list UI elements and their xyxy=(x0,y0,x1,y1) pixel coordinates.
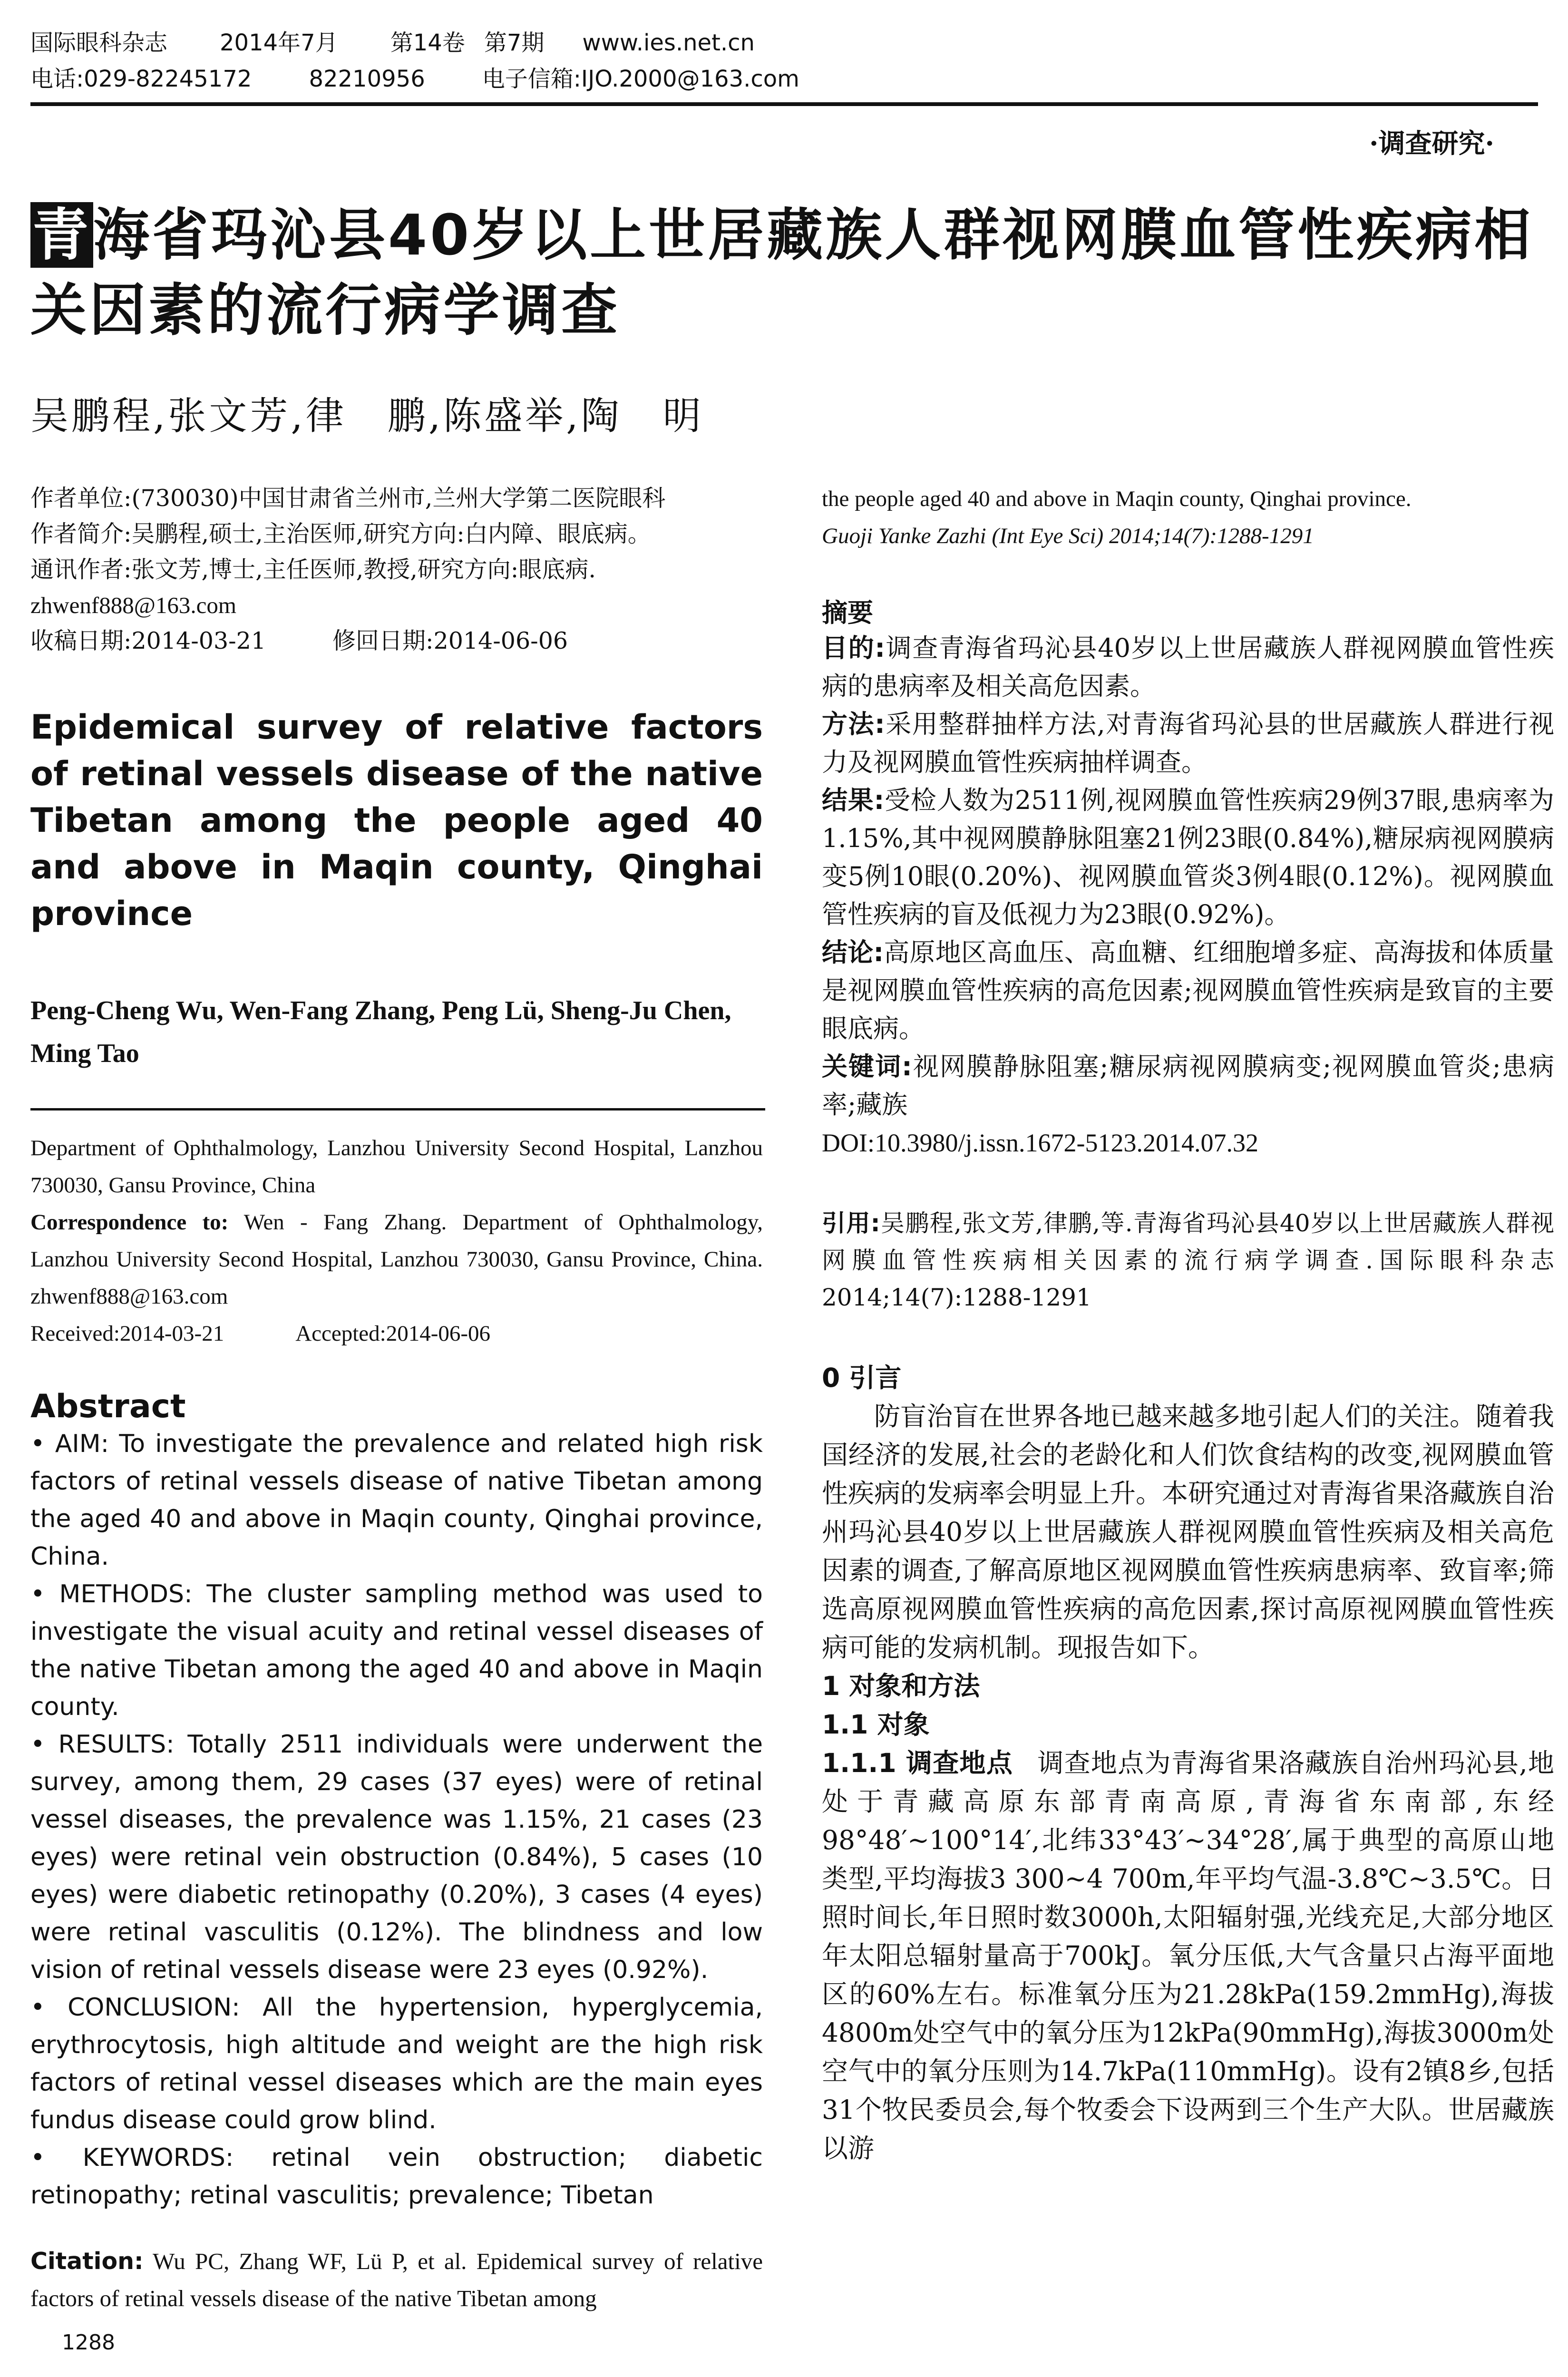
citation-cn-text: 吴鹏程,张文芳,律鹏,等.青海省玛沁县40岁以上世居藏族人群视网膜血管性疾病相关因素的流行病学调查.国际眼科杂志2014;14(7):1288-1291 xyxy=(822,1209,1554,1311)
abstract-cn-results xyxy=(822,781,1554,934)
received-en: Received:2014-03-21 xyxy=(30,1321,224,1346)
correspondence-text: Wen - Fang Zhang. Department of Ophthalmology, Lanzhou University Second Hospital, Lanzhou 730030, Gansu Province, China. zhwenf888@163.com xyxy=(30,1210,763,1309)
citation-cn xyxy=(822,1205,1554,1316)
affiliation-rule xyxy=(30,1108,765,1111)
journal-website[interactable]: www.ies.net.cn xyxy=(582,29,755,56)
citation-label: Citation: xyxy=(30,2248,144,2275)
abstract-cn-keywords xyxy=(822,1048,1554,1124)
english-authors: Peng-Cheng Wu, Wen-Fang Zhang, Peng Lü, Sheng-Ju Chen, Ming Tao xyxy=(30,996,731,1068)
left-column xyxy=(30,480,763,2317)
bio-cn: 作者简介:吴鹏程,硕士,主治医师,研究方向:白内障、眼底病。 xyxy=(30,520,651,547)
article-title xyxy=(30,197,1543,348)
intro-text: 防盲治盲在世界各地已越来越多地引起人们的关注。随着我国经济的发展,社会的老龄化和人们饮食结构的改变,视网膜血管性疾病的发病率会明显上升。本研究通过对青海省果洛藏族自治州玛沁县40岁以上世居藏族人群视网膜血管性疾病及相关高危因素的调查,了解高原地区视网膜血管性疾病患病率、致盲率;筛选高原视网膜血管性疾病的高危因素,探讨高原视网膜血管性疾病可能的发病机制。现报告如下。 xyxy=(822,1401,1555,1663)
results-text: 受检人数为2511例,视网膜血管性疾病29例37眼,患病率为1.15%,其中视网膜静脉阻塞21例23眼(0.84%),糖尿病视网膜病变5例10眼(0.20%)、视网膜血管炎3例4眼(0.12%)。视网膜血管性疾病的盲及低视力为23眼(0.92%)。 xyxy=(822,785,1554,929)
right-column xyxy=(822,480,1554,2168)
masthead xyxy=(30,25,852,97)
abstract-cn-heading: 摘要 xyxy=(822,598,873,628)
citation-en-continued xyxy=(822,480,1554,555)
affiliation-cn: 作者单位:(730030)中国甘肃省兰州市,兰州大学第二医院眼科 xyxy=(30,485,666,512)
citation-continuation: the people aged 40 and above in Maqin county, Qinghai province. xyxy=(822,487,1412,511)
volume: 第14卷 xyxy=(390,29,465,56)
meta-cn xyxy=(30,480,763,659)
conclusion-text: 高原地区高血压、高血糖、红细胞增多症、高海拔和体质量是视网膜血管性疾病的高危因素;视网膜血管性疾病是致盲的主要眼底病。 xyxy=(822,937,1554,1043)
citation-journal: Guoji Yanke Zazhi (Int Eye Sci) 2014;14(7):1288-1291 xyxy=(822,524,1314,548)
english-title: Epidemical survey of relative factors of retinal vessels disease of the native Tibetan among the people aged 40 and above in Maqin county, Qinghai province xyxy=(30,708,763,933)
aim-text: 调查青海省玛沁县40岁以上世居藏族人群视网膜血管性疾病的患病率及相关高危因素。 xyxy=(822,633,1554,701)
keywords-text: 视网膜静脉阻塞;糖尿病视网膜病变;视网膜血管炎;患病率;藏族 xyxy=(822,1052,1554,1120)
citation-cn-label: 引用: xyxy=(822,1209,880,1237)
intro-heading: 0 引言 xyxy=(822,1363,902,1393)
revised-cn: 修回日期:2014-06-06 xyxy=(332,627,568,654)
english-affiliation: Department of Ophthalmology, Lanzhou University Second Hospital, Lanzhou 730030, Gansu Province, China xyxy=(30,1136,763,1198)
header-rule xyxy=(30,102,1538,106)
accepted-en: Accepted:2014-06-06 xyxy=(295,1321,491,1346)
section-1-1-1-text: 调查地点为青海省果洛藏族自治州玛沁县,地处于青藏高原东部青南高原,青海省东南部,东经98°48′~100°14′,北纬33°43′~34°28′,属于典型的高原山地类型,平均海拔3 300~4 700m,年平均气温-3.8℃~3.5℃。日照时间长,年日照时数3000h,太阳辐射强,光线充足,大部分地区年太阳总辐射量高于700kJ。氧分压低,大气含量只占海平面地区的60%左右。标准氧分压为21.28kPa(159.2mmHg),海拔4800m处空气中的氧分压为12kPa(90mmHg),海拔3000m处空气中的氧分压则为14.7kPa(110mmHg)。设有2镇8乡,包括31个牧民委员会,每个牧委会下设两到三个生产大队。世居藏族以游 xyxy=(822,1748,1555,2163)
methods-label: 方法: xyxy=(822,709,885,739)
correspondence-label: Correspondence to: xyxy=(30,1210,229,1235)
section-1-1-heading: 1.1 对象 xyxy=(822,1709,930,1740)
page-number: 1288 xyxy=(62,2330,115,2355)
methods-text: 采用整群抽样方法,对青海省玛沁县的世居藏族人群进行视力及视网膜血管性疾病抽样调查。 xyxy=(822,709,1554,777)
abstract-cn-methods xyxy=(822,705,1554,781)
title-text: 海省玛沁县40岁以上世居藏族人群视网膜血管性疾病相关因素的流行病学调查 xyxy=(30,202,1534,343)
citation-en xyxy=(30,2243,763,2317)
abstract-keywords: • KEYWORDS: retinal vein obstruction; diabetic retinopathy; retinal vasculitis; prevalence; Tibetan xyxy=(30,2143,763,2210)
doi[interactable]: DOI:10.3980/j.issn.1672-5123.2014.07.32 xyxy=(822,1129,1258,1157)
telephone-2: 82210956 xyxy=(309,66,425,92)
english-meta xyxy=(30,1130,763,1352)
abstract-aim: • AIM: To investigate the prevalence and related high risk factors of retinal vessels disease of native Tibetan among the aged 40 and above in Maqin county, Qinghai province, China. xyxy=(30,1430,763,1571)
conclusion-label: 结论: xyxy=(822,937,884,967)
corr-email[interactable]: zhwenf888@163.com xyxy=(30,592,236,618)
corr-cn: 通讯作者:张文芳,博士,主任医师,教授,研究方向:眼底病. xyxy=(30,556,596,583)
abstract-heading: Abstract xyxy=(30,1388,186,1425)
section-label: ·调查研究· xyxy=(1369,128,1494,159)
journal-name: 国际眼科杂志 xyxy=(30,29,168,56)
section-1-1-1-label: 1.1.1 调查地点 xyxy=(822,1748,1013,1778)
authors-cn: 吴鹏程,张文芳,律 鹏,陈盛举,陶 明 xyxy=(30,394,704,438)
section-1-heading: 1 对象和方法 xyxy=(822,1671,980,1701)
citation-text: Wu PC, Zhang WF, Lü P, et al. Epidemical survey of relative factors of retinal vessels disease of the native Tibetan among xyxy=(30,2248,763,2311)
received-cn: 收稿日期:2014-03-21 xyxy=(30,627,266,654)
section-1-1-1 xyxy=(822,1744,1554,2168)
abstract-results: • RESULTS: Totally 2511 individuals were underwent the survey, among them, 29 cases (37 eyes) were of retinal vessel diseases, the prevalence was 1.15%, 21 cases (23 eyes) were retinal vein obstruction (0.84%), 5 cases (10 eyes) were diabetic retinopathy (0.20%), 3 cases (4 eyes) were retinal vasculitis (0.12%). The blindness and low vision of retinal vessels disease were 23 eyes (0.92%). xyxy=(30,1730,763,1984)
abstract-methods: • METHODS: The cluster sampling method was used to investigate the visual acuity and retinal vessel diseases of the native Tibetan among the aged 40 and above in Maqin county. xyxy=(30,1580,763,1721)
issue-date: 2014年7月 xyxy=(220,29,338,56)
aim-label: 目的: xyxy=(822,633,885,663)
abstract-cn-conclusion xyxy=(822,934,1554,1048)
issue: 第7期 xyxy=(484,29,545,56)
title-drop-char: 青 xyxy=(30,202,93,268)
abstract-cn-aim xyxy=(822,629,1554,705)
abstract-body xyxy=(30,1425,763,2214)
abstract-conclusion: • CONCLUSION: All the hypertension, hyperglycemia, erythrocytosis, high altitude and weight are the high risk factors of retinal vessel diseases which are the main eyes fundus disease could grow blind. xyxy=(30,1993,763,2134)
keywords-label: 关键词: xyxy=(822,1052,912,1081)
results-label: 结果: xyxy=(822,785,885,815)
journal-email[interactable]: 电子信箱:IJO.2000@163.com xyxy=(482,66,799,92)
telephone: 电话:029-82245172 xyxy=(30,66,252,92)
